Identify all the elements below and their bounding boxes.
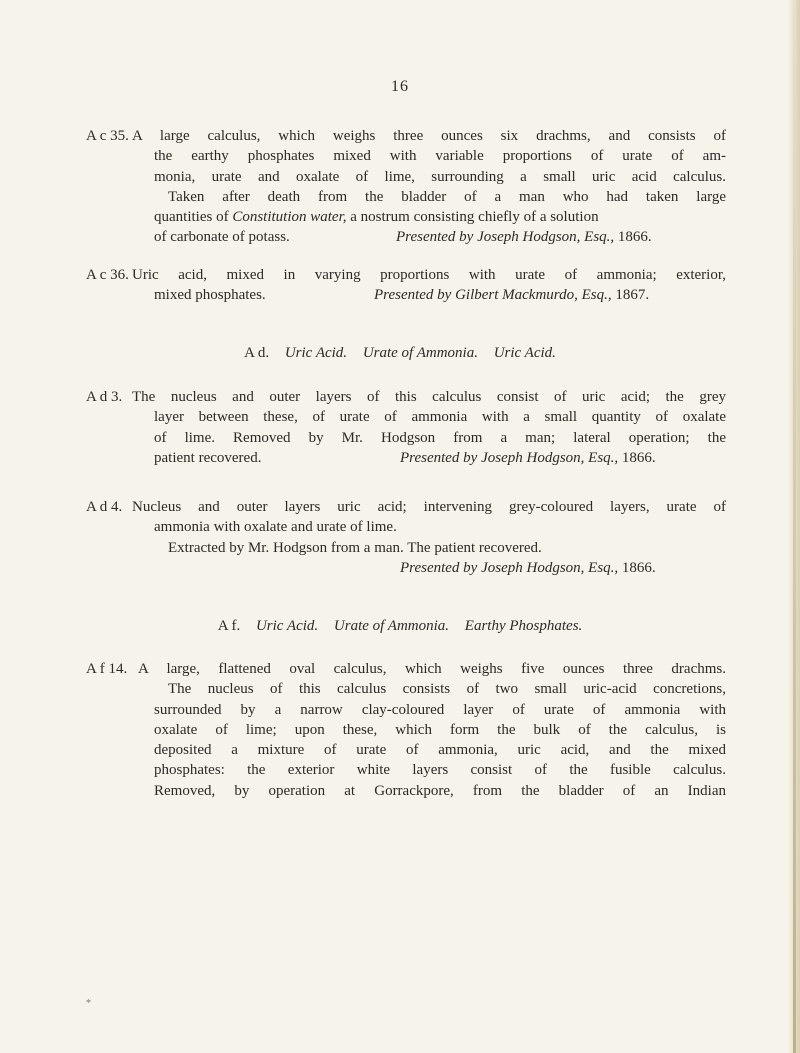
page-edge-shadow [793, 0, 796, 1053]
entry-line [154, 207, 726, 227]
entry-number: A f 14. [86, 661, 128, 677]
entry-text: of carbonate of potass. [154, 229, 290, 246]
heading-prefix: A f. [217, 618, 241, 634]
entry-line: phosphates: the exterior white layers consist of the fusible calculus. [154, 762, 726, 779]
page-edge [788, 0, 800, 1053]
entry-number: A c 36. [86, 267, 129, 283]
section-heading-a-f [0, 618, 800, 635]
entry-line: layer between these, of urate of ammonia with a small quantity of oxalate [154, 409, 726, 426]
entry-text: patient recovered. [154, 449, 262, 466]
entry-a-f-14 [86, 659, 726, 801]
heading-part: Uric Acid. [255, 618, 319, 634]
year: 1866. [621, 449, 656, 466]
entry-number: A d 3. [86, 389, 123, 405]
year: 1867. [615, 287, 650, 304]
page-number: 16 [391, 78, 409, 95]
entry-line: deposited a mixture of urate of ammonia, uric acid, and the mixed [154, 742, 726, 759]
entry-line: A large calculus, which weighs three ounces six drachms, and consists of [132, 128, 726, 144]
presented-by: Presented by Gilbert Mackmurdo, Esq., [374, 287, 612, 304]
entry-text: a nostrum consisting chiefly of a solution [350, 209, 599, 226]
heading-part: Uric Acid. [284, 345, 348, 361]
entry-line: Nucleus and outer layers uric acid; intervening grey-coloured layers, urate of [132, 499, 726, 515]
entry-a-c-35 [86, 126, 726, 248]
entry-line: Taken after death from the bladder of a man who had taken large [168, 188, 726, 205]
entry-number: A d 4. [86, 499, 123, 515]
entry-line: Removed, by operation at Gorrackpore, from the bladder of an Indian [154, 782, 726, 799]
entry-line: Uric acid, mixed in varying proportions with urate of ammonia; exterior, [132, 267, 726, 283]
entry-a-d-4 [86, 497, 726, 578]
entry-number: A c 35. [86, 128, 129, 144]
entry-text: quantities of [154, 209, 229, 226]
entry-line: oxalate of lime; upon these, which form the bulk of the calculus, is [154, 721, 726, 738]
footer-mark: * [86, 998, 91, 1009]
heading-prefix: A d. [244, 345, 270, 361]
presented-by: Presented by Joseph Hodgson, Esq., [396, 229, 615, 246]
entry-a-d-3 [86, 387, 726, 468]
presented-by-line [396, 227, 652, 247]
entry-line: Extracted by Mr. Hodgson from a man. The patient recovered. [168, 539, 542, 556]
entry-line: monia, urate and oxalate of lime, surrounding a small uric acid calculus. [154, 168, 726, 185]
presented-by: Presented by Joseph Hodgson, Esq., [400, 559, 619, 576]
entry-line [154, 227, 726, 247]
entry-line: ammonia with oxalate and urate of lime. [154, 519, 397, 536]
entry-text: mixed phosphates. [154, 287, 266, 304]
year: 1866. [621, 559, 656, 576]
entry-line: A large, flattened oval calculus, which weighs five ounces three drachms. [138, 661, 726, 677]
year: 1866. [617, 229, 652, 246]
entry-a-c-36 [86, 265, 726, 306]
heading-part: Urate of Ammonia. [333, 618, 450, 634]
presented-by: Presented by Joseph Hodgson, Esq., [400, 449, 619, 466]
entry-italic-text: Constitution water, [232, 209, 347, 226]
heading-part: Uric Acid. [493, 345, 556, 361]
heading-part: Earthy Phosphates. [464, 618, 583, 634]
entry-line: surrounded by a narrow clay-coloured layer of urate of ammonia with [154, 701, 726, 718]
heading-part: Urate of Ammonia. [362, 345, 478, 361]
presented-by-line [400, 448, 656, 468]
section-heading-a-d [0, 345, 800, 362]
entry-line: the earthy phosphates mixed with variable proportions of urate of am- [154, 148, 726, 165]
entry-line [154, 285, 726, 305]
presented-by-line [374, 285, 649, 305]
entry-line: The nucleus and outer layers of this calculus consist of uric acid; the grey [132, 389, 726, 405]
entry-line: of lime. Removed by Mr. Hodgson from a man; lateral operation; the [154, 429, 726, 446]
presented-by-line [400, 558, 726, 578]
entry-line: The nucleus of this calculus consists of two small uric-acid concretions, [168, 681, 726, 698]
entry-line [154, 448, 726, 468]
